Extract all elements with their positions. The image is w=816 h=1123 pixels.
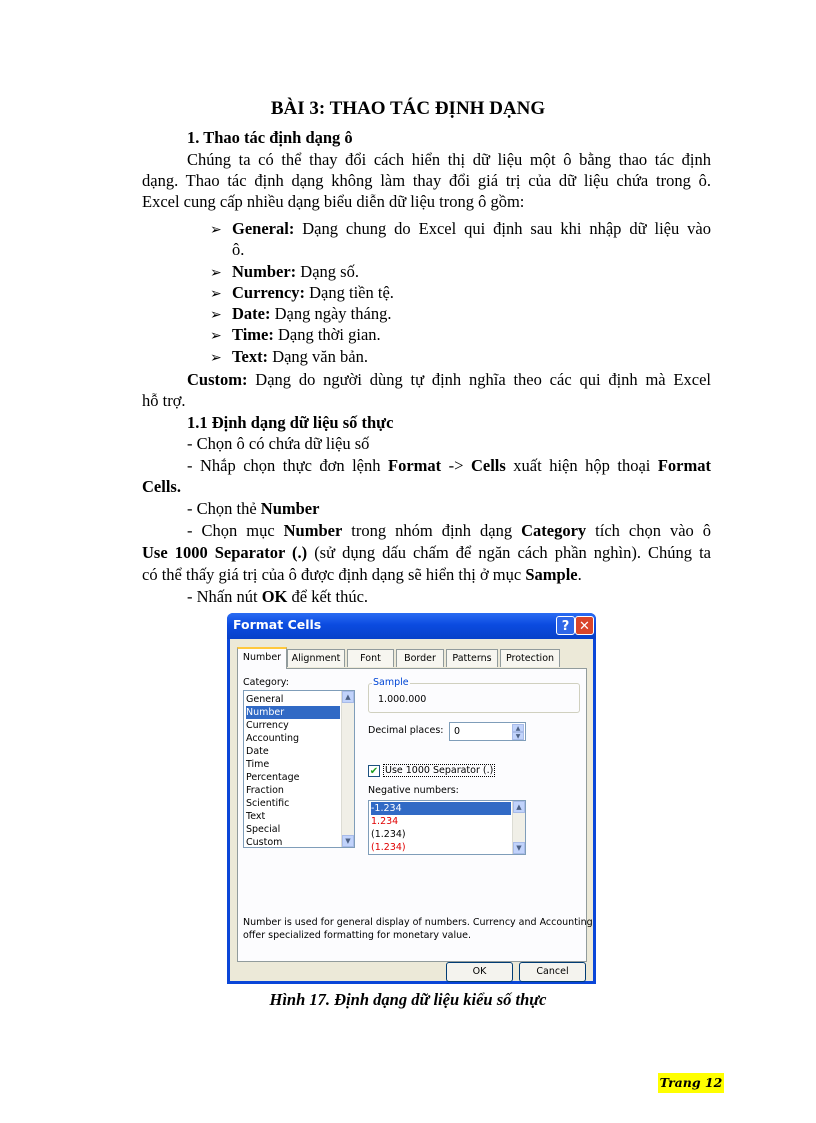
tab-font[interactable]: Font: [347, 649, 394, 667]
figure-caption: Hình 17. Định dạng dữ liệu kiểu số thực: [269, 990, 547, 1009]
step-line: - Chọn mục Number trong nhóm định dạng Category tích chọn vào ô: [187, 521, 712, 540]
step-line: Cells.: [142, 477, 181, 496]
use-1000-separator-checkbox[interactable]: ✔: [369, 766, 379, 777]
arrow-bullet-icon: ➢: [210, 286, 222, 302]
category-item[interactable]: Time: [246, 759, 270, 770]
description-line: Number is used for general display of numbers. Currency and Accounting: [243, 917, 593, 928]
step-line: - Chọn thẻ Number: [187, 499, 320, 518]
negative-format-item[interactable]: (1.234): [371, 829, 406, 840]
dialog-titlebar[interactable]: [227, 613, 596, 639]
paragraph-line: Excel cung cấp nhiều dạng biểu diễn dữ liệu trong ô gồm:: [142, 192, 525, 211]
category-item[interactable]: Custom: [246, 837, 283, 848]
negative-format-item[interactable]: (1.234): [371, 842, 406, 853]
sample-label: Sample: [373, 677, 409, 688]
step-line: - Nhấn nút OK để kết thúc.: [187, 587, 369, 606]
decimal-places-label: Decimal places:: [368, 725, 444, 736]
tab-border[interactable]: Border: [396, 649, 444, 667]
number-tab-panel: [237, 668, 593, 962]
category-listbox[interactable]: [243, 690, 355, 848]
category-item[interactable]: Accounting: [246, 733, 300, 744]
scroll-up-icon[interactable]: ▲: [513, 801, 525, 813]
step-line: Use 1000 Separator (.) (sử dụng dấu chấm để ngăn cách phần nghìn). Chúng ta: [142, 543, 711, 562]
ok-button[interactable]: OK: [446, 962, 513, 982]
use-1000-separator-label[interactable]: Use 1000 Separator (.): [385, 765, 494, 776]
section-heading: 1. Thao tác định dạng ô: [187, 128, 353, 147]
step-line: - Chọn ô có chứa dữ liệu số: [187, 434, 370, 453]
bullet-continuation: ô.: [232, 240, 245, 259]
category-item-selected[interactable]: Number: [246, 706, 340, 719]
negative-numbers-scrollbar[interactable]: [512, 801, 525, 854]
negative-numbers-label: Negative numbers:: [368, 785, 459, 796]
paragraph-line: dạng. Thao tác định dạng không làm thay đổi giá trị của dữ liệu chứa trong ô.: [142, 171, 711, 190]
scroll-down-icon[interactable]: ▼: [513, 842, 525, 854]
arrow-bullet-icon: ➢: [210, 222, 222, 238]
cancel-button[interactable]: Cancel: [519, 962, 586, 982]
paragraph-line: Chúng ta có thể thay đổi cách hiển thị dữ liệu một ô bằng thao tác định: [187, 150, 711, 169]
sample-value: 1.000.000: [378, 694, 427, 705]
bullet-item: ➢ Time: Dạng thời gian.: [210, 324, 381, 347]
tab-patterns[interactable]: Patterns: [446, 649, 498, 667]
bullet-item: ➢ Currency: Dạng tiền tệ.: [210, 282, 394, 305]
scroll-down-icon[interactable]: ▼: [342, 835, 354, 847]
negative-format-item[interactable]: 1.234: [371, 816, 399, 827]
dialog-client: [230, 639, 593, 981]
decimal-places-spinner[interactable]: [449, 722, 526, 741]
custom-line: Custom: Dạng do người dùng tự định nghĩa theo các qui định mà Excel: [187, 370, 711, 389]
category-item[interactable]: Date: [246, 746, 269, 757]
category-item[interactable]: General: [246, 694, 284, 705]
category-item[interactable]: Currency: [246, 720, 289, 731]
category-item[interactable]: Text: [246, 811, 266, 822]
category-item[interactable]: Percentage: [246, 772, 300, 783]
arrow-bullet-icon: ➢: [210, 265, 222, 281]
custom-continuation: hỗ trợ.: [142, 391, 186, 410]
category-label: Category:: [243, 677, 289, 688]
subsection-heading: 1.1 Định dạng dữ liệu số thực: [187, 413, 394, 432]
negative-format-item-selected[interactable]: -1.234: [371, 802, 511, 815]
bullet-item: ➢ Number: Dạng số.: [210, 261, 359, 284]
description-line: offer specialized formatting for monetary value.: [243, 930, 472, 941]
bullet-item: ➢ Text: Dạng văn bản.: [210, 346, 368, 369]
negative-numbers-listbox[interactable]: [368, 800, 526, 855]
decimal-places-value: 0: [454, 726, 461, 737]
bullet-item: ➢ Date: Dạng ngày tháng.: [210, 303, 391, 326]
tab-number[interactable]: Number: [237, 647, 287, 669]
category-scrollbar[interactable]: [341, 691, 354, 847]
category-item[interactable]: Fraction: [246, 785, 284, 796]
spin-up-icon[interactable]: ▲: [512, 724, 524, 732]
category-item[interactable]: Scientific: [246, 798, 290, 809]
spin-down-icon[interactable]: ▼: [512, 732, 524, 740]
dialog-title: Format Cells: [233, 617, 322, 632]
arrow-bullet-icon: ➢: [210, 307, 222, 323]
step-line: - Nhắp chọn thực đơn lệnh Format -> Cells xuất hiện hộp thoại Format: [187, 456, 711, 475]
tab-protection[interactable]: Protection: [500, 649, 560, 667]
lesson-title: BÀI 3: THAO TÁC ĐỊNH DẠNG: [270, 98, 546, 119]
category-item[interactable]: Special: [246, 824, 281, 835]
scroll-up-icon[interactable]: ▲: [342, 691, 354, 703]
bullet-item: ➢ General: Dạng chung do Excel qui định sau khi nhập dữ liệu vào: [210, 218, 711, 241]
arrow-bullet-icon: ➢: [210, 328, 222, 344]
tab-alignment[interactable]: Alignment: [287, 649, 345, 667]
page-number: Trang 12: [658, 1073, 724, 1093]
arrow-bullet-icon: ➢: [210, 350, 222, 366]
format-cells-dialog: [227, 613, 596, 984]
close-button[interactable]: ✕: [575, 616, 594, 635]
help-button[interactable]: ?: [556, 616, 575, 635]
step-line: có thể thấy giá trị của ô được định dạng sẽ hiển thị ở mục Sample.: [142, 565, 582, 584]
